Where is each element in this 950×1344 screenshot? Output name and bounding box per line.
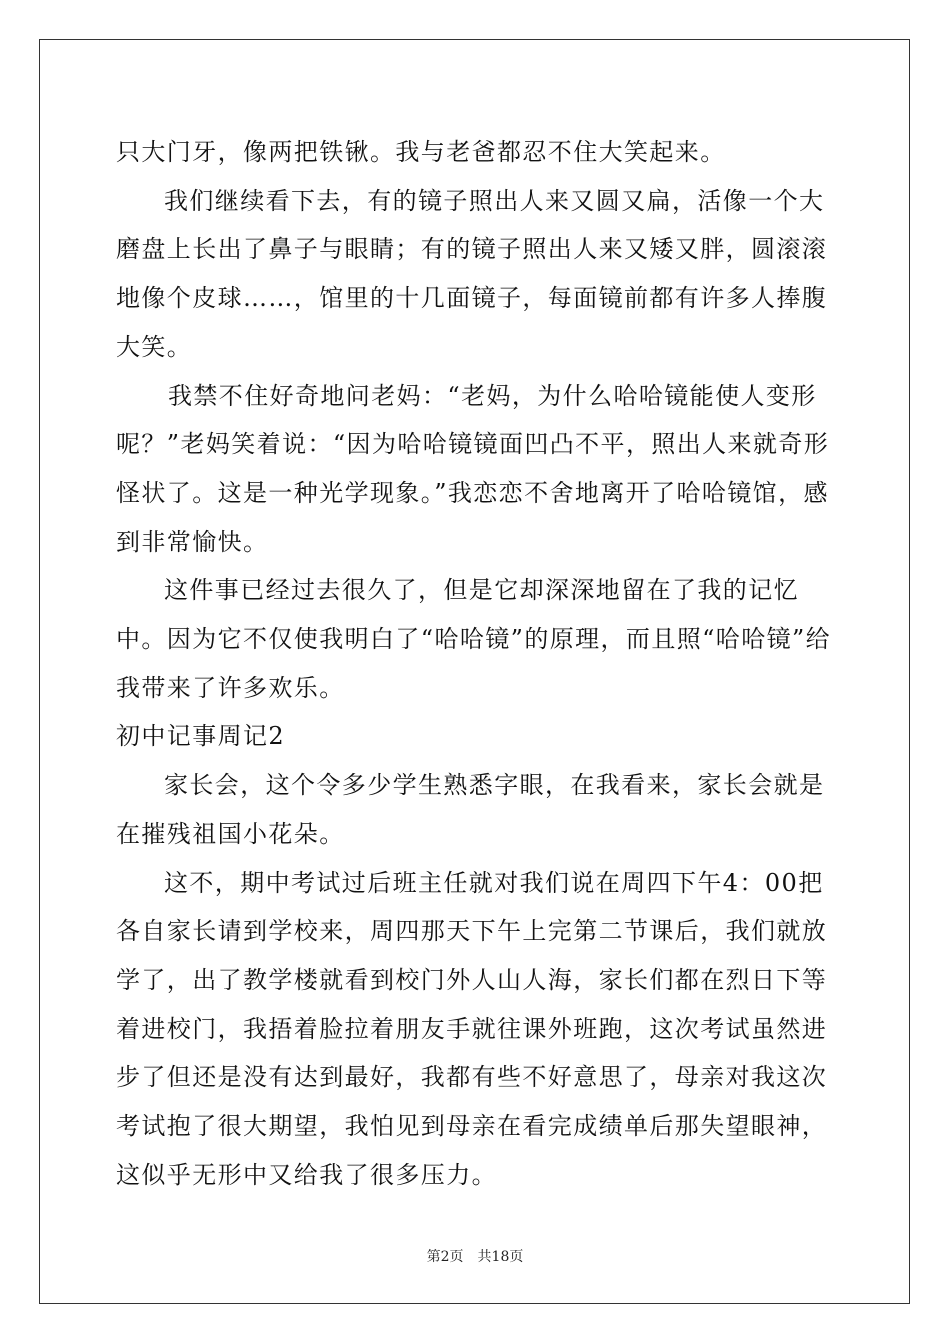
- section-heading: 初中记事周记2: [116, 722, 286, 751]
- document-body: [116, 128, 836, 1199]
- paragraph-continuation: 只大门牙，像两把铁锹。我与老爸都忍不住大笑起来。: [116, 138, 726, 166]
- page-footer: [0, 1246, 950, 1266]
- paragraph-mirrors: 我们继续看下去，有的镜子照出人来又圆又扁，活像一个大磨盘上长出了鼻子与眼睛；有的镜子照出人来又矮又胖，圆滚滚地像个皮球……，馆里的十几面镜子，每面镜前都有许多人捧腹大笑。: [116, 186, 828, 361]
- paragraph-parent-meeting: 家长会，这个令多少学生熟悉字眼，在我看来，家长会就是在摧残祖国小花朵。: [116, 771, 825, 848]
- paragraph-exam: 这不，期中考试过后班主任就对我们说在周四下午4：00把各自家长请到学校来，周四那天下午上完第二节课后，我们就放学了，出了教学楼就看到校门外人山人海，家长们都在烈日下等着进校门，我捂着脸拉着朋友手就往课外班跑，这次考试虽然进步了但还是没有达到最好，我都有些不好意思了，母亲对我这次考试抱了很大期望，我怕见到母亲在看完成绩单后那失望眼神，这似乎无形中又给我了很多压力。: [116, 868, 828, 1189]
- paragraph-memory: 这件事已经过去很久了，但是它却深深地留在了我的记忆中。因为它不仅使我明白了“哈哈镜”的原理，而且照“哈哈镜”给我带来了许多欢乐。: [116, 576, 832, 702]
- page-number: 第2页: [426, 1249, 464, 1265]
- page-total: 共18页: [477, 1249, 524, 1265]
- paragraph-question: 我禁不住好奇地问老妈：“老妈，为什么哈哈镜能使人变形呢？”老妈笑着说：“因为哈哈镜镜面凹凸不平，照出人来就奇形怪状了。这是一种光学现象。”我恋恋不舍地离开了哈哈镜馆，感到非常愉快。: [116, 381, 830, 556]
